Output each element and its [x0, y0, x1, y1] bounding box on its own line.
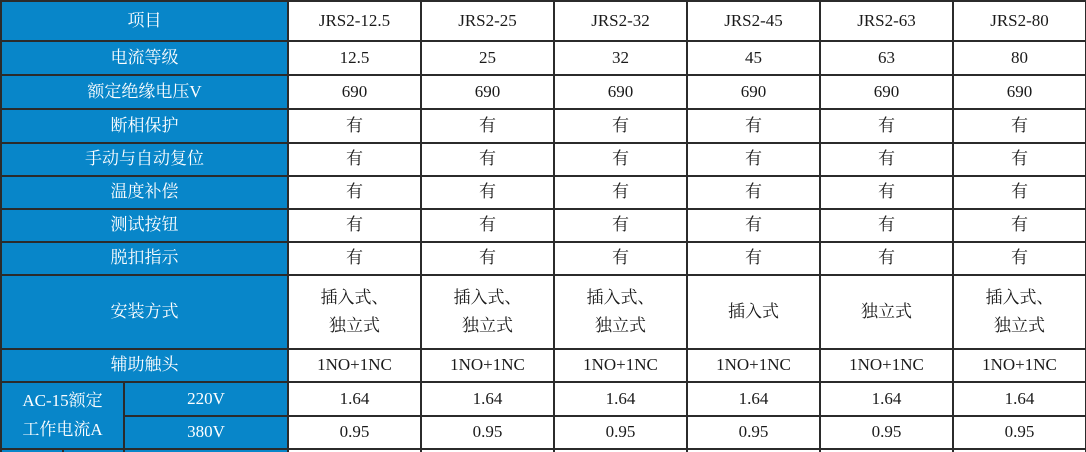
- value-cell: 有: [554, 109, 687, 143]
- model-header-cell: JRS2-45: [687, 1, 820, 41]
- value-cell: 插入式、 独立式: [554, 275, 687, 349]
- value-cell: 1NO+1NC: [687, 349, 820, 382]
- value-cell: 690: [820, 75, 953, 109]
- value-cell: 1NO+1NC: [421, 349, 554, 382]
- row-label: 手动与自动复位: [1, 143, 288, 176]
- table-row-trip-indication: [1, 242, 1086, 275]
- value-cell: 0.95: [421, 416, 554, 449]
- value-cell: 插入式: [687, 275, 820, 349]
- model-header-cell: JRS2-80: [953, 1, 1086, 41]
- table-row-temp-compensation: [1, 176, 1086, 209]
- value-cell: 有: [288, 209, 421, 242]
- value-cell: 有: [554, 242, 687, 275]
- value-cell: 0.95: [953, 416, 1086, 449]
- value-cell: 690: [288, 75, 421, 109]
- table-row-phase-failure: [1, 109, 1086, 143]
- value-cell: 1.64: [953, 382, 1086, 416]
- value-cell: 有: [953, 143, 1086, 176]
- value-cell: 32: [554, 41, 687, 75]
- row-label: 电流等级: [1, 41, 288, 75]
- table-row-insulation-voltage: [1, 75, 1086, 109]
- corner-header-cell: 项目: [1, 1, 288, 41]
- table-row-test-button: [1, 209, 1086, 242]
- value-cell: 1.64: [820, 382, 953, 416]
- value-cell: 0.95: [288, 416, 421, 449]
- value-cell: 1NO+1NC: [288, 349, 421, 382]
- value-cell: 有: [820, 209, 953, 242]
- value-cell: 插入式、 独立式: [421, 275, 554, 349]
- value-cell: 有: [554, 176, 687, 209]
- value-cell: 插入式、 独立式: [953, 275, 1086, 349]
- value-cell: 1NO+1NC: [820, 349, 953, 382]
- table-row-aux-contacts: [1, 349, 1086, 382]
- value-cell: 1NO+1NC: [554, 349, 687, 382]
- row-label: 辅助触头: [1, 349, 288, 382]
- value-cell: 有: [421, 209, 554, 242]
- value-cell: 690: [554, 75, 687, 109]
- value-cell: 有: [953, 176, 1086, 209]
- model-header-cell: JRS2-12.5: [288, 1, 421, 41]
- value-cell: 0.95: [820, 416, 953, 449]
- row-label: 断相保护: [1, 109, 288, 143]
- table-row-ac15-220v: [1, 382, 1086, 416]
- row-label: 脱扣指示: [1, 242, 288, 275]
- value-cell: 1NO+1NC: [953, 349, 1086, 382]
- value-cell: 有: [820, 143, 953, 176]
- value-cell: 有: [288, 242, 421, 275]
- table-row-current-rating: [1, 41, 1086, 75]
- table-row-reset: [1, 143, 1086, 176]
- value-cell: 45: [687, 41, 820, 75]
- value-cell: 有: [687, 176, 820, 209]
- sub-row-label-380v: 380V: [124, 416, 288, 449]
- sub-row-label-220v: 220V: [124, 382, 288, 416]
- row-label: 安装方式: [1, 275, 288, 349]
- value-cell: 80: [953, 41, 1086, 75]
- row-label: 温度补偿: [1, 176, 288, 209]
- value-cell: 0.95: [687, 416, 820, 449]
- value-cell: 有: [288, 176, 421, 209]
- value-cell: 有: [820, 109, 953, 143]
- value-cell: 有: [953, 209, 1086, 242]
- value-cell: 有: [421, 242, 554, 275]
- value-cell: 有: [421, 109, 554, 143]
- value-cell: 有: [554, 209, 687, 242]
- value-cell: 有: [953, 242, 1086, 275]
- value-cell: 1.64: [288, 382, 421, 416]
- value-cell: 有: [687, 109, 820, 143]
- value-cell: 有: [687, 143, 820, 176]
- value-cell: 有: [554, 143, 687, 176]
- model-header-cell: JRS2-25: [421, 1, 554, 41]
- value-cell: 63: [820, 41, 953, 75]
- value-cell: 25: [421, 41, 554, 75]
- table-row-ac15-380v: [1, 416, 1086, 449]
- model-header-cell: JRS2-63: [820, 1, 953, 41]
- value-cell: 690: [953, 75, 1086, 109]
- value-cell: 1.64: [687, 382, 820, 416]
- value-cell: 有: [421, 143, 554, 176]
- value-cell: 有: [288, 143, 421, 176]
- value-cell: 0.95: [554, 416, 687, 449]
- ac15-group-label: AC-15额定 工作电流A: [1, 382, 124, 449]
- row-label: 额定绝缘电压V: [1, 75, 288, 109]
- value-cell: 690: [421, 75, 554, 109]
- value-cell: 有: [288, 109, 421, 143]
- value-cell: 有: [820, 176, 953, 209]
- value-cell: 1.64: [421, 382, 554, 416]
- value-cell: 有: [953, 109, 1086, 143]
- value-cell: 1.64: [554, 382, 687, 416]
- value-cell: 有: [687, 242, 820, 275]
- table-row-installation: [1, 275, 1086, 349]
- value-cell: 12.5: [288, 41, 421, 75]
- value-cell: 690: [687, 75, 820, 109]
- value-cell: 有: [820, 242, 953, 275]
- value-cell: 插入式、 独立式: [288, 275, 421, 349]
- value-cell: 独立式: [820, 275, 953, 349]
- model-header-cell: JRS2-32: [554, 1, 687, 41]
- header-row: [1, 1, 1086, 41]
- value-cell: 有: [687, 209, 820, 242]
- value-cell: 有: [421, 176, 554, 209]
- row-label: 测试按钮: [1, 209, 288, 242]
